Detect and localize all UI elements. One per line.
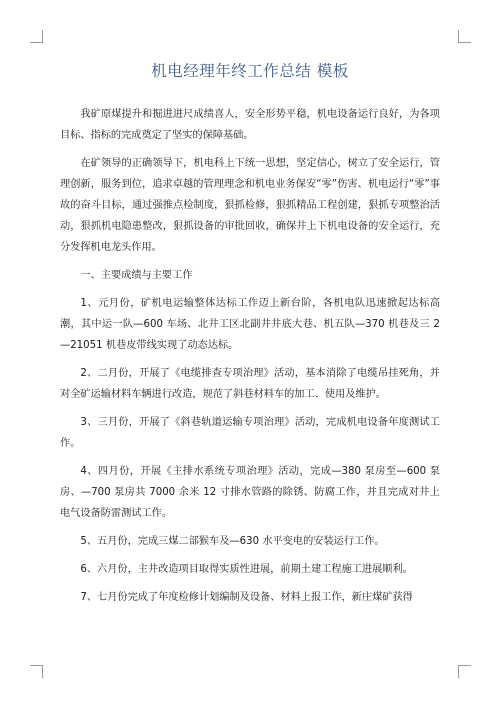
crop-mark-top-left (30, 30, 43, 43)
paragraph-july: 7、七月份完成了年度检修计划编制及设备、材料上报工作，新庄煤矿获得 (80, 592, 413, 603)
paragraph-march: 3、三月份，开展了《斜巷轨道运输专项治理》活动，完成机电设备年度测试工作。 (60, 417, 440, 449)
paragraph-may: 5、五月份，完成三煤二部猴车及—630 水平变电的安装运行工作。 (80, 536, 385, 547)
section-heading-achievements: 一、主要成绩与主要工作 (80, 270, 193, 281)
paragraph-leadership: 在矿领导的正确领导下，机电科上下统一思想，坚定信心，树立了安全运行，管理创新，服务到位，追求卓越的管理理念和机电业务保安“零”伤害、机电运行“零”事故的奋斗目标，通过强推点检制度，狠抓检修，狠抓精品工程创建，狠抓专项整治活动，狠抓机电隐患整改，狠抓设备的审批回收，确保井上下机电设备的安全运行，充分发挥机电龙头作用。 (60, 158, 440, 253)
paragraph-january: 1、元月份，矿机电运输整体达标工作迈上新台阶，各机电队迅速掀起达标高潮，其中运一队—600 车场、北井工区北副井井底大巷、机五队—370 机巷及三 2—21051 机巷皮带线实现了动态达标。 (60, 298, 440, 351)
paragraph-april: 4、四月份，开展《主排水系统专项治理》活动，完成—380 泵房至—600 泵房、—700 泵房共 7000 余米 12 寸排水管路的除锈、防腐工作，并且完成对井上电气设备防雷测试工作。 (60, 466, 440, 519)
paragraph-february: 2、二月份，开展了《电缆排查专项治理》活动，基本消除了电缆吊挂死角，并对全矿运输材料车辆进行改造，规范了斜巷材料车的加工、使用及维护。 (60, 368, 440, 400)
paragraph-intro: 我矿原煤提升和掘进进尺成绩喜人，安全形势平稳，机电设备运行良好，为各项目标、指标的完成奠定了坚实的保障基础。 (60, 109, 440, 141)
document-title: 机电经理年终工作总结 模板 (151, 62, 349, 80)
crop-mark-bottom-right (458, 665, 471, 678)
document-page (60, 60, 440, 615)
paragraph-june: 6、六月份，主井改造项目取得实质性进展，前期土建工程施工进展顺利。 (80, 564, 413, 575)
crop-mark-top-right (458, 30, 471, 43)
crop-mark-bottom-left (30, 665, 43, 678)
